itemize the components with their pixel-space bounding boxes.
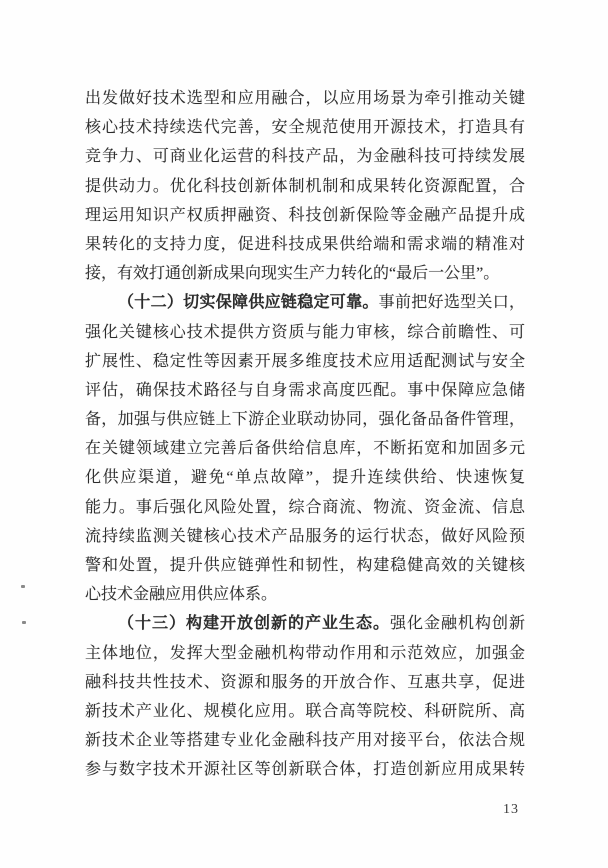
text-line	[85, 84, 525, 113]
body-text: 新技术产业化、规模化应用。联合高等院校、科研院所、高	[85, 702, 525, 720]
body-text: 能力。事后强化风险处置，综合商流、物流、资金流、信息	[85, 498, 525, 516]
text-line	[85, 551, 525, 580]
body-text: 强化关键核心技术提供方资质与能力审核，综合前瞻性、可	[85, 323, 525, 341]
body-text: 融科技共性技术、资源和服务的开放合作、互惠共享，促进	[85, 673, 525, 691]
text-line	[85, 318, 525, 347]
text-line-section-13	[85, 609, 525, 638]
body-text: 主体地位，发挥大型金融机构带动作用和示范效应，加强金	[85, 644, 525, 662]
text-line	[85, 726, 525, 755]
body-text: 事前把好选型关口，	[378, 294, 525, 312]
text-line	[85, 142, 525, 171]
body-text: 提供动力。优化科技创新体制机制和成果转化资源配置，合	[85, 177, 525, 195]
text-line	[85, 639, 525, 668]
body-text: 果转化的支持力度，促进科技成果供给端和需求端的精准对	[85, 235, 525, 253]
scan-speck-dot	[21, 585, 25, 588]
text-line	[85, 113, 525, 142]
body-text: 流持续监测关键核心技术产品服务的运行状态，做好风险预	[85, 527, 525, 545]
scan-speck-dot	[22, 621, 26, 624]
body-text: 竞争力、可商业化运营的科技产品，为金融科技可持续发展	[85, 148, 525, 166]
body-text: 心技术金融应用供应体系。	[85, 586, 278, 604]
text-line	[85, 434, 525, 463]
body-text: 新技术企业等搭建专业化金融科技产用对接平台，依法合规	[85, 732, 525, 750]
section-heading: （十二）切实保障供应链稳定可靠。	[118, 294, 379, 312]
text-line	[85, 230, 525, 259]
body-text: 备，加强与供应链上下游企业联动协同，强化备品备件管理，	[85, 411, 525, 429]
section-heading: （十三）构建开放创新的产业生态。	[118, 615, 390, 633]
text-line	[85, 347, 525, 376]
text-line	[85, 376, 525, 405]
text-line-section-12	[85, 288, 525, 317]
page-number: 13	[503, 802, 519, 817]
text-line	[85, 755, 525, 784]
text-line	[85, 201, 525, 230]
text-line	[85, 580, 525, 609]
text-line	[85, 493, 525, 522]
body-text: 扩展性、稳定性等因素开展多维度技术应用适配测试与安全	[85, 352, 525, 370]
body-text: 评估，确保技术路径与自身需求高度匹配。事中保障应急储	[85, 381, 525, 399]
body-text: 参与数字技术开源社区等创新联合体，打造创新应用成果转	[85, 761, 525, 779]
body-text: 在关键领域建立完善后备供给信息库，不断拓宽和加固多元	[85, 440, 525, 458]
body-text: 出发做好技术选型和应用融合，以应用场景为牵引推动关键	[85, 90, 525, 107]
text-line	[85, 668, 525, 697]
text-line	[85, 522, 525, 551]
text-line	[85, 697, 525, 726]
body-text: 警和处置，提升供应链弹性和韧性，构建稳健高效的关键核	[85, 557, 525, 574]
body-text: 理运用知识产权质押融资、科技创新保险等金融产品提升成	[85, 206, 525, 224]
text-line	[85, 259, 525, 288]
body-text: 接，有效打通创新成果向现实生产力转化的“最后一公里”。	[85, 265, 500, 283]
text-line	[85, 463, 525, 492]
text-line	[85, 405, 525, 434]
document-body	[85, 84, 525, 785]
body-text: 强化金融机构创新	[389, 615, 525, 633]
body-text: 核心技术持续迭代完善，安全规范使用开源技术，打造具有	[85, 119, 525, 137]
text-line	[85, 172, 525, 201]
body-text: 化供应渠道，避免“单点故障”，提升连续供给、快速恢复	[85, 469, 525, 487]
